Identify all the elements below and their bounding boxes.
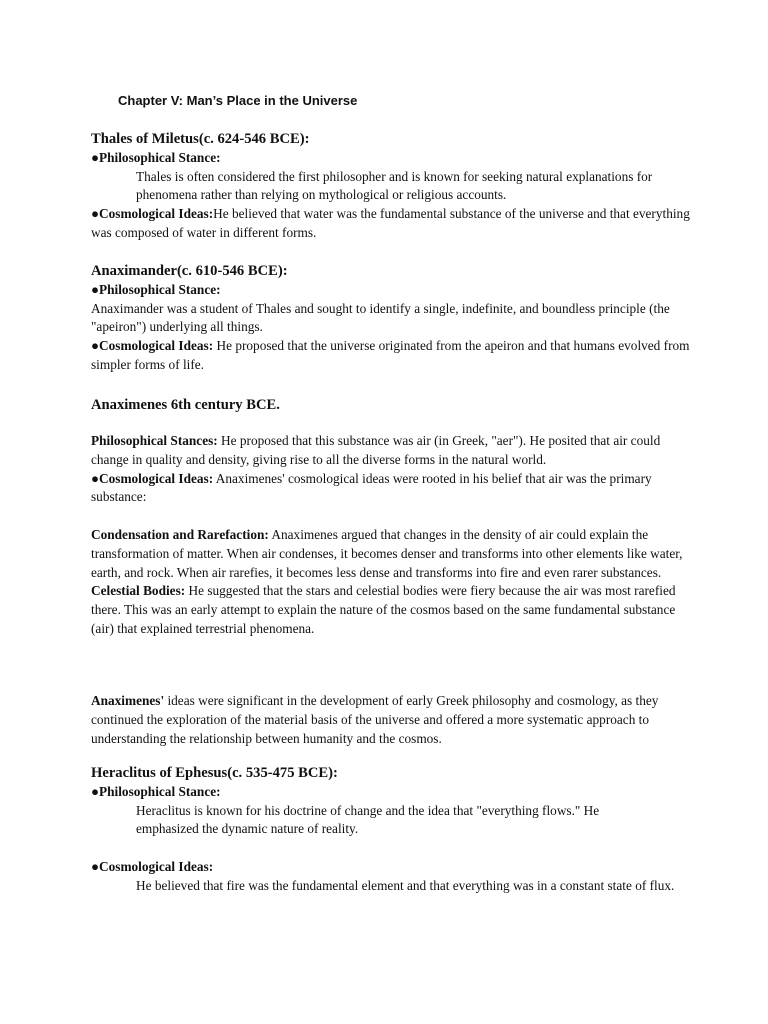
cosmo-paragraph	[91, 337, 691, 375]
section-anaximenes-stances	[91, 432, 691, 507]
cosmo-text: Anaximenes' cosmological ideas were rooted in his belief that air was the primary substance:	[91, 470, 652, 505]
stances-text: He proposed that this substance was air (in Greek, "aer"). He posited that air could change in quality and density, giving rise to all the diverse forms in the natural world.	[91, 433, 661, 467]
condensation-paragraph	[91, 526, 691, 582]
cosmo-paragraph	[91, 470, 691, 508]
section-anaximenes-heading	[91, 396, 691, 415]
section-anaximander	[91, 262, 691, 375]
section-heraclitus	[91, 764, 691, 839]
cosmo-label: ●Cosmological Ideas:	[91, 859, 214, 874]
cosmo-text: He believed that fire was the fundamental element and that everything was in a constant state of flux.	[136, 877, 675, 893]
chapter-title: Chapter V: Man’s Place in the Universe	[118, 93, 358, 108]
section-heraclitus-cosmo	[91, 858, 691, 896]
cosmo-text: He believed that water was the fundamental substance of the universe and that everything was composed of water in different forms.	[91, 206, 690, 240]
summary-label: Anaximenes'	[91, 693, 165, 708]
cosmo-label: ●Cosmological Ideas:	[91, 470, 214, 486]
section-heading: Anaximander(c. 610-546 BCE):	[91, 263, 288, 279]
condensation-text: Anaximenes argued that changes in the density of air could explain the transformation of matter. When air condenses, it becomes denser and transforms into other elements like water, earth, and rock. When air rarefies, it becomes less dense and transforms into fire and even rarer substances.	[91, 527, 683, 580]
stance-text: Heraclitus is known for his doctrine of change and the idea that "everything flows." He emphasized the dynamic nature of reality.	[136, 802, 600, 837]
stance-label: ●Philosophical Stance:	[91, 783, 221, 799]
stance-label: ●Philosophical Stance:	[91, 281, 221, 297]
cosmo-paragraph	[91, 205, 691, 243]
section-heading: Thales of Miletus(c. 624-546 BCE):	[91, 131, 310, 147]
section-heading: Anaximenes 6th century BCE.	[91, 397, 280, 413]
section-anaximenes-details	[91, 526, 691, 639]
celestial-text: He suggested that the stars and celestial bodies were fiery because the air was most rarefied there. This was an early attempt to explain the nature of the cosmos based on the same fundamental substance (air) that explained terrestrial phenomena.	[91, 583, 676, 636]
stance-text: Thales is often considered the first philosopher and is known for seeking natural explanations for phenomena rather than relying on mythological or religious accounts.	[136, 168, 653, 203]
stances-label: Philosophical Stances:	[91, 433, 218, 448]
section-anaximenes-summary	[91, 692, 691, 748]
cosmo-text: He proposed that the universe originated from the apeiron and that humans evolved from simpler forms of life.	[91, 338, 690, 372]
condensation-label: Condensation and Rarefaction:	[91, 527, 269, 542]
stances-paragraph	[91, 432, 691, 470]
celestial-label: Celestial Bodies:	[91, 583, 186, 599]
stance-label: ●Philosophical Stance:	[91, 149, 221, 165]
section-thales	[91, 130, 691, 243]
summary-text: ideas were significant in the development of early Greek philosophy and cosmology, as they continued the exploration of the material basis of the universe and offered a more systematic approach to understanding the relationship between humanity and the cosmos.	[91, 693, 659, 746]
cosmo-label: ●Cosmological Ideas:	[91, 206, 214, 222]
section-heading: Heraclitus of Ephesus(c. 535-475 BCE):	[91, 765, 338, 781]
summary-paragraph	[91, 692, 691, 748]
celestial-paragraph	[91, 582, 691, 638]
cosmo-label: ●Cosmological Ideas:	[91, 338, 214, 354]
stance-text: Anaximander was a student of Thales and sought to identify a single, indefinite, and boundless principle (the "apeiron") underlying all things.	[91, 300, 670, 335]
